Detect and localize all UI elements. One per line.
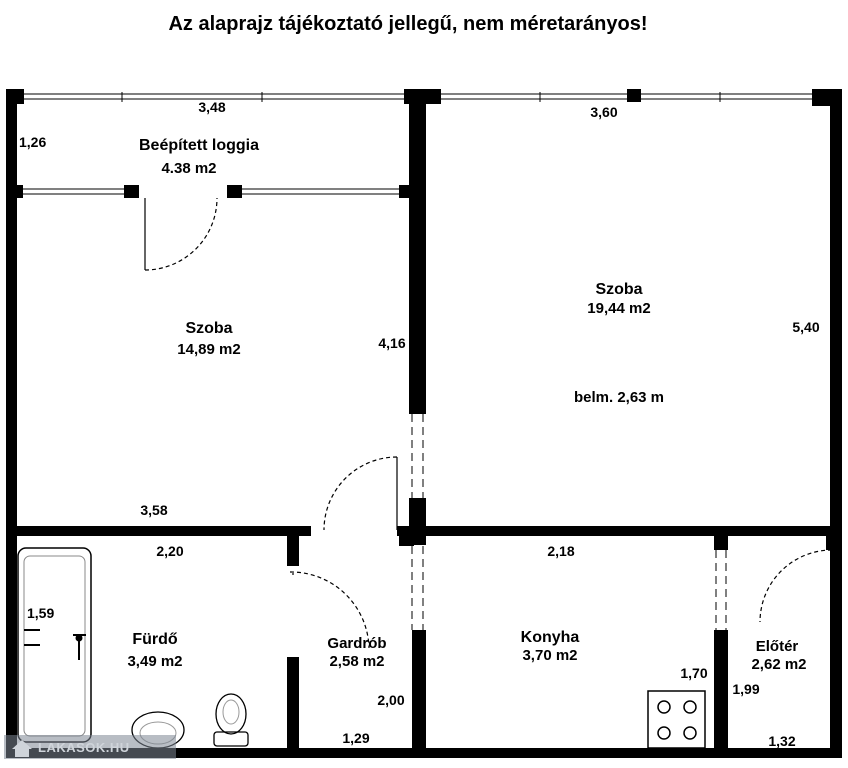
dim-szoba1-depth: 4,16 xyxy=(378,335,406,351)
disclaimer-title: Az alaprajz tájékoztató jellegű, nem méretarányos! xyxy=(168,13,648,35)
dim-furdo-depth: 1,59 xyxy=(27,605,55,621)
dim-furdo-width: 2,20 xyxy=(156,543,184,559)
dim-gardrob-depth: 2,00 xyxy=(377,692,405,708)
gardrob-area: 2,58 m2 xyxy=(329,653,385,670)
szoba2-ceiling-height: belm. 2,63 m xyxy=(573,389,665,406)
stove xyxy=(648,691,705,748)
szoba1-area: 14,89 m2 xyxy=(177,341,241,358)
konyha-name: Konyha xyxy=(520,629,580,646)
dim-gardrob-width: 1,29 xyxy=(342,730,370,746)
dim-szoba1-width: 3,58 xyxy=(140,502,168,518)
dim-eloter-depth: 1,99 xyxy=(732,681,760,697)
dim-szoba2-depth: 5,40 xyxy=(792,319,820,335)
eloter-area: 2,62 m2 xyxy=(751,656,807,673)
konyha-area: 3,70 m2 xyxy=(522,647,578,664)
dim-szoba2-width: 3,60 xyxy=(590,104,618,120)
szoba1-name: Szoba xyxy=(185,320,233,337)
szoba2-name: Szoba xyxy=(595,281,643,298)
dim-eloter-width: 1,32 xyxy=(768,733,796,749)
dim-loggia-width: 3,48 xyxy=(198,99,226,115)
loggia-name: Beépített loggia xyxy=(138,137,260,154)
bathtub xyxy=(18,548,91,742)
toilet xyxy=(214,694,248,746)
dim-loggia-depth: 1,26 xyxy=(19,134,47,150)
furdo-area: 3,49 m2 xyxy=(127,653,183,670)
watermark xyxy=(4,735,176,759)
eloter-name: Előtér xyxy=(755,638,799,655)
loggia-area: 4.38 m2 xyxy=(161,160,217,177)
windows xyxy=(23,92,838,648)
szoba2-area: 19,44 m2 xyxy=(587,300,651,317)
gardrob-name: Gardrób xyxy=(327,635,387,652)
dim-konyha-depth: 1,70 xyxy=(680,665,708,681)
doors xyxy=(145,198,832,648)
furdo-name: Fürdő xyxy=(132,631,178,648)
watermark-text: LAKASOK.HU xyxy=(38,740,130,755)
dim-konyha-width: 2,18 xyxy=(547,543,575,559)
